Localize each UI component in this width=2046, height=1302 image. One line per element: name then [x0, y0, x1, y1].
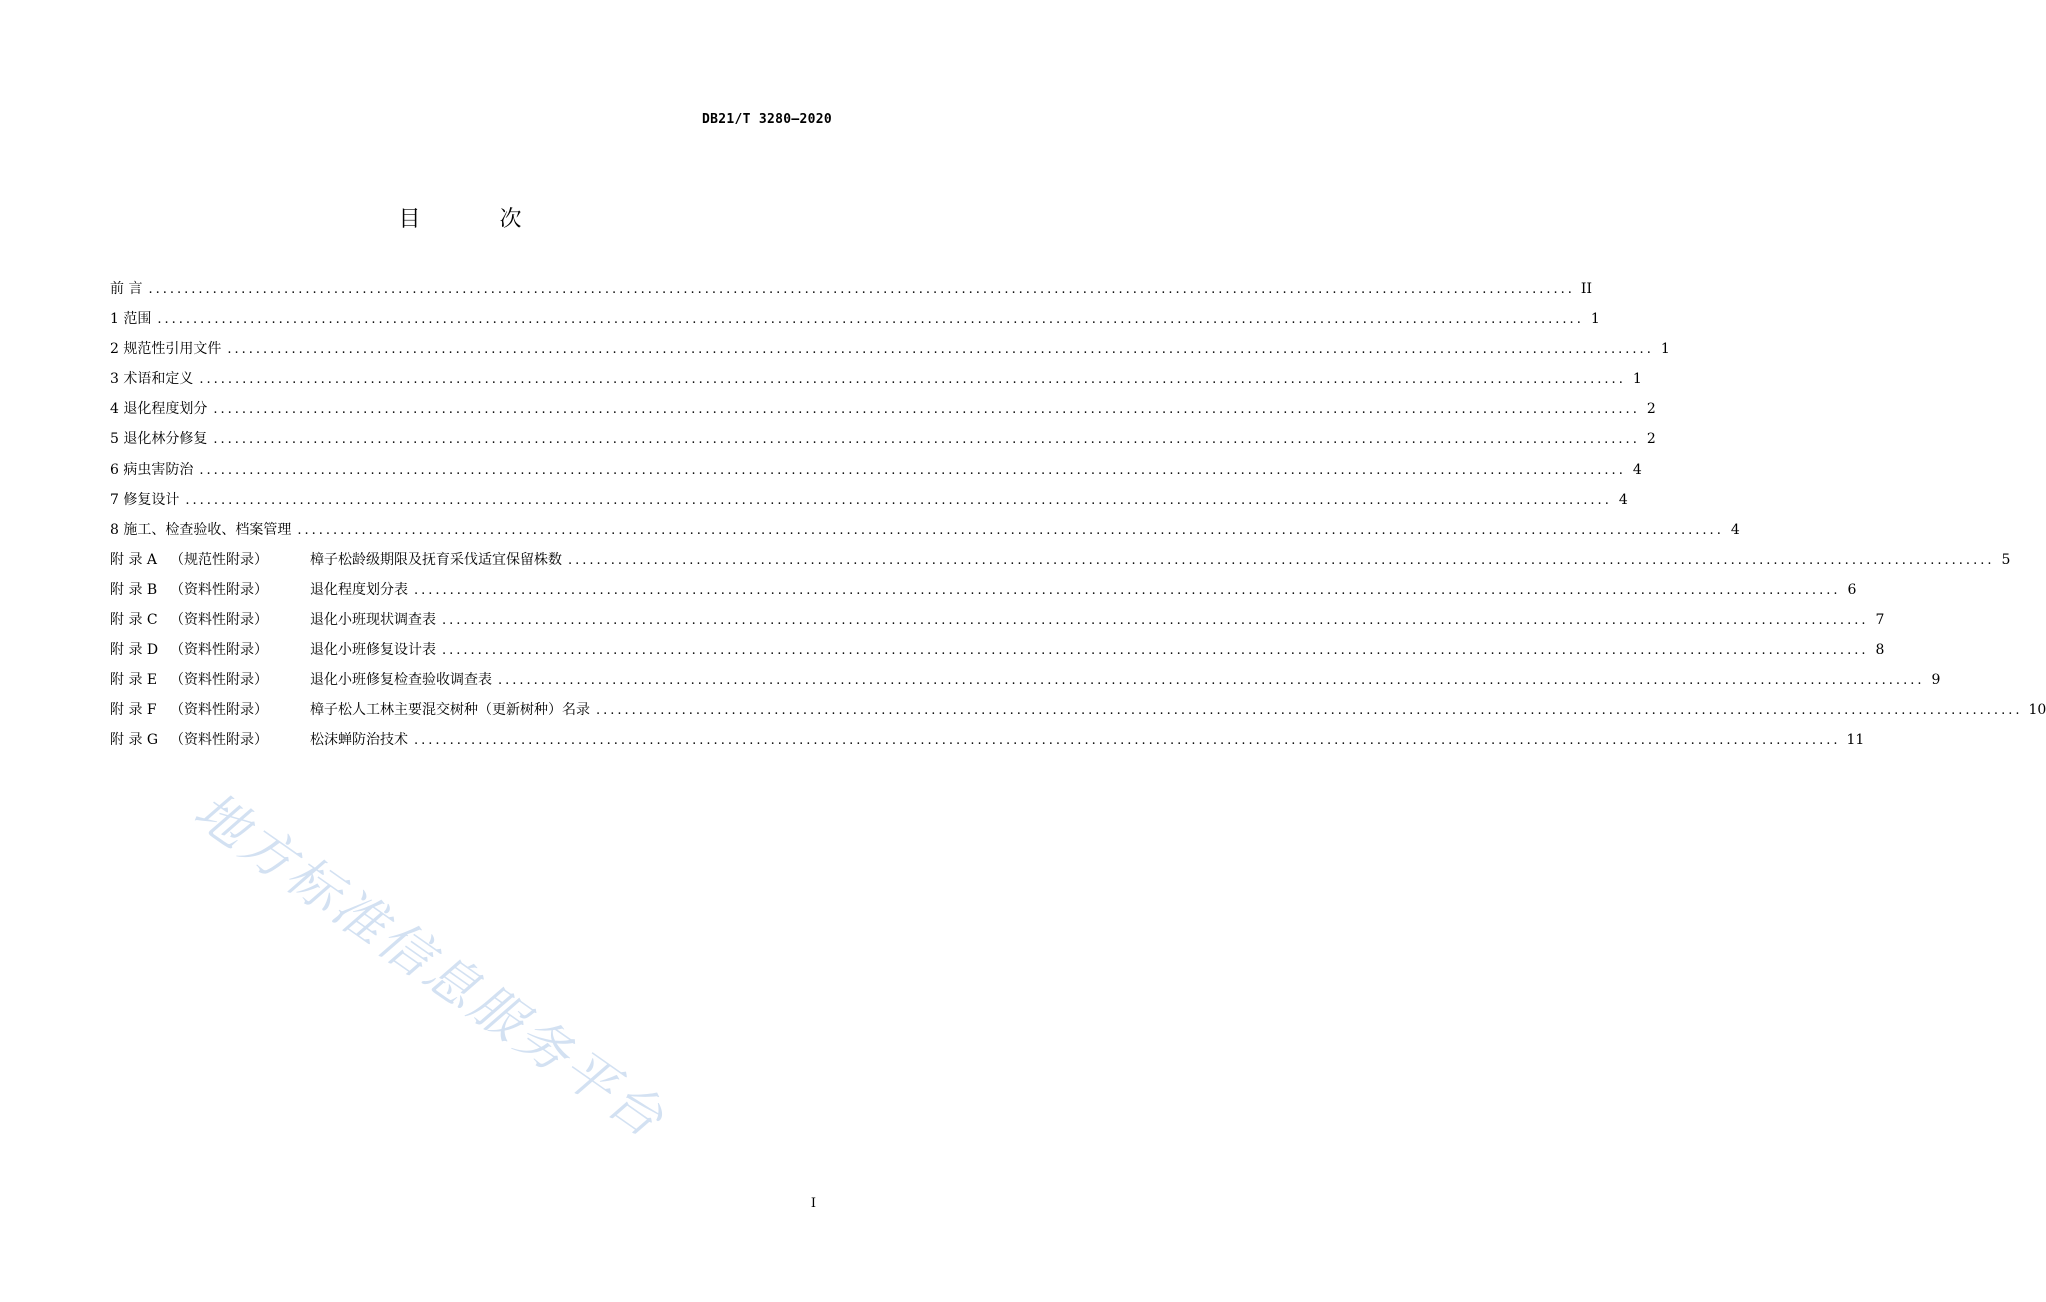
toc-entry-stand-restoration[interactable]: [110, 428, 1656, 458]
table-of-contents: [110, 278, 2046, 760]
toc-appendix-e[interactable]: [110, 669, 1941, 699]
toc-entry-page: 2: [1646, 401, 1656, 418]
appendix-type: （资料性附录）: [170, 672, 268, 689]
toc-entry-page: 1: [1632, 371, 1642, 388]
toc-entry-page: 5: [2001, 551, 2011, 568]
toc-entry-page: 9: [1931, 672, 1941, 689]
toc-leader-dots: ........................................................................................................................................................................................................: [185, 492, 1612, 508]
toc-leader-dots: ........................................................................................................................................................................................................: [199, 462, 1626, 478]
toc-entry-text: [110, 549, 562, 571]
toc-entry-text: [110, 639, 436, 661]
toc-appendix-g[interactable]: [110, 729, 1865, 759]
appendix-type: （资料性附录）: [170, 702, 268, 719]
toc-entry-text: [110, 579, 408, 601]
toc-leader-dots: ........................................................................................................................................................................................................: [498, 673, 1925, 689]
toc-leader-dots: ........................................................................................................................................................................................................: [227, 342, 1654, 358]
appendix-title: 退化小班修复设计表: [310, 642, 436, 659]
toc-entry-text: 3 术语和定义: [110, 371, 194, 388]
appendix-type: （资料性附录）: [170, 581, 268, 598]
toc-entry-text: [110, 699, 590, 721]
appendix-type: （资料性附录）: [170, 732, 268, 749]
toc-entry-text: 2 规范性引用文件: [110, 341, 222, 358]
appendix-type: （规范性附录）: [170, 551, 268, 568]
appendix-title: 松沫蝉防治技术: [310, 732, 408, 749]
appendix-label: 附 录 D: [110, 642, 159, 659]
toc-leader-dots: ........................................................................................................................................................................................................: [213, 432, 1640, 448]
appendix-title: 樟子松龄级期限及抚育采伐适宜保留株数: [310, 551, 562, 568]
document-code: DB21/T 3280—2020: [701, 112, 832, 127]
page-title: 目 次: [398, 207, 558, 232]
toc-entry-page: 10: [2028, 702, 2046, 719]
toc-appendix-c[interactable]: [110, 609, 1885, 639]
toc-appendix-f[interactable]: [110, 699, 2046, 729]
toc-entry-text: 6 病虫害防治: [110, 461, 194, 478]
toc-leader-dots: ........................................................................................................................................................................................................: [297, 522, 1724, 538]
toc-entry-scope[interactable]: [110, 308, 1600, 338]
toc-entry-text: [110, 609, 436, 631]
toc-entry-page: 1: [1590, 311, 1600, 328]
toc-entry-text: 8 施工、检查验收、档案管理: [110, 521, 292, 538]
toc-appendix-d[interactable]: [110, 639, 1885, 669]
toc-entry-page: 1: [1660, 341, 1670, 358]
appendix-label: 附 录 F: [110, 702, 157, 719]
toc-appendix-b[interactable]: [110, 579, 1857, 609]
toc-entry-text: [110, 729, 408, 751]
toc-leader-dots: ........................................................................................................................................................................................................: [213, 402, 1640, 418]
appendix-label: 附 录 G: [110, 732, 159, 749]
watermark: 地方标准信息服务平台: [183, 780, 677, 1152]
toc-entry-page: 6: [1847, 581, 1857, 598]
toc-entry-construction-management[interactable]: [110, 519, 1740, 549]
appendix-title: 退化小班修复检查验收调查表: [310, 672, 492, 689]
appendix-title: 樟子松人工林主要混交树种（更新树种）名录: [310, 702, 590, 719]
toc-leader-dots: ........................................................................................................................................................................................................: [596, 703, 2023, 719]
appendix-title: 退化小班现状调查表: [310, 612, 436, 629]
toc-entry-pest-control[interactable]: [110, 459, 1642, 489]
toc-leader-dots: ........................................................................................................................................................................................................: [148, 282, 1575, 297]
appendix-type: （资料性附录）: [170, 642, 268, 659]
toc-entry-page: 11: [1846, 732, 1865, 749]
toc-leader-dots: ........................................................................................................................................................................................................: [442, 643, 1869, 659]
appendix-label: 附 录 E: [110, 672, 158, 689]
toc-entry-text: 1 范围: [110, 311, 152, 328]
appendix-label: 附 录 A: [110, 551, 158, 568]
toc-entry-page: 4: [1632, 461, 1642, 478]
appendix-label: 附 录 C: [110, 612, 158, 629]
toc-entry-text: 4 退化程度划分: [110, 401, 208, 418]
toc-entry-normative-references[interactable]: [110, 338, 1670, 368]
toc-entry-page: 4: [1618, 491, 1628, 508]
page-number: I: [810, 1196, 816, 1211]
toc-entry-text: [110, 669, 492, 691]
toc-entry-text: 7 修复设计: [110, 491, 180, 508]
toc-leader-dots: ........................................................................................................................................................................................................: [199, 372, 1626, 388]
appendix-title: 退化程度划分表: [310, 581, 408, 598]
toc-entry-text: 5 退化林分修复: [110, 431, 208, 448]
toc-entry-page: 7: [1875, 612, 1885, 629]
toc-leader-dots: ........................................................................................................................................................................................................: [414, 733, 1841, 749]
toc-leader-dots: ........................................................................................................................................................................................................: [442, 613, 1869, 629]
toc-entry-foreword[interactable]: [110, 278, 1592, 308]
toc-leader-dots: ........................................................................................................................................................................................................: [157, 312, 1584, 328]
appendix-type: （资料性附录）: [170, 612, 268, 629]
toc-entry-terms-definitions[interactable]: [110, 368, 1642, 398]
toc-entry-page: II: [1580, 281, 1592, 297]
toc-appendix-a[interactable]: [110, 549, 2011, 579]
toc-entry-page: 2: [1646, 431, 1656, 448]
toc-leader-dots: ........................................................................................................................................................................................................: [568, 552, 1995, 568]
toc-leader-dots: ........................................................................................................................................................................................................: [414, 582, 1841, 598]
toc-entry-restoration-design[interactable]: [110, 489, 1628, 519]
toc-entry-text: 前 言: [110, 281, 143, 297]
toc-entry-page: 8: [1875, 642, 1885, 659]
toc-entry-degradation-classification[interactable]: [110, 398, 1656, 428]
toc-entry-page: 4: [1730, 521, 1740, 538]
appendix-label: 附 录 B: [110, 581, 158, 598]
